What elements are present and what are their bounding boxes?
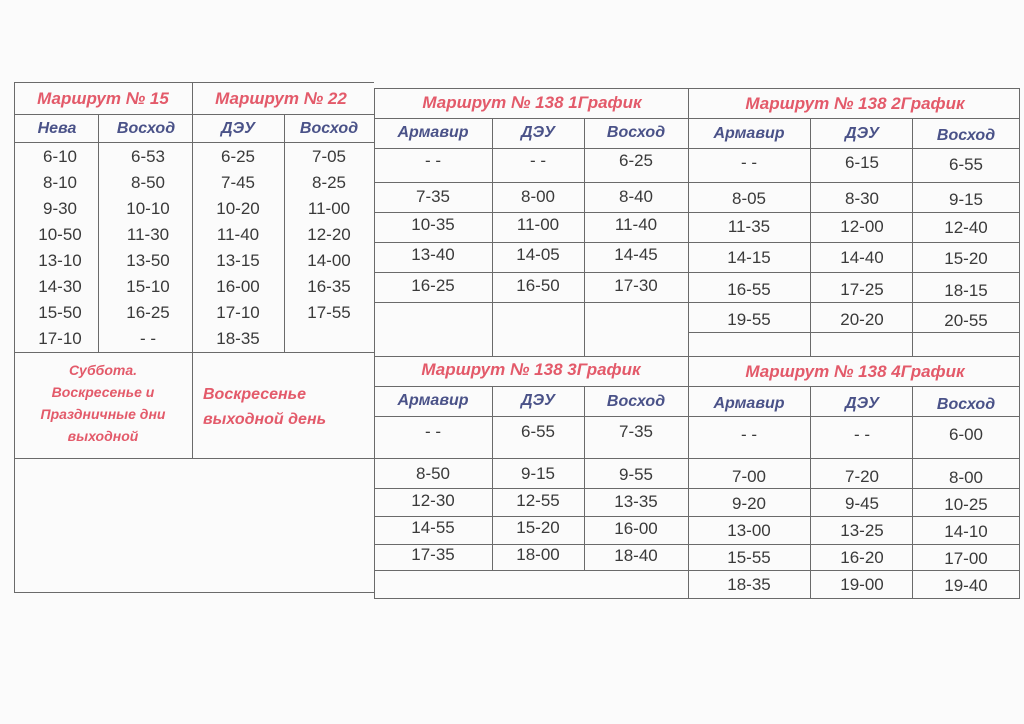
route-22-voskhod-time: 12-20 [307, 225, 351, 244]
route-22-voskhod-time: 8-25 [311, 173, 347, 192]
route-15-neva-time: 17-10 [38, 329, 82, 348]
route-22-title: Маршрут № 22 [215, 89, 347, 108]
route-138-g1-col: Армавир [397, 124, 469, 141]
route-138-g2-cell: 6-15 [844, 153, 880, 172]
route-138-g3-cell: 8-50 [415, 464, 451, 483]
note-line: Воскресенье и [51, 384, 155, 400]
route-138-g1-cell: 13-40 [411, 245, 455, 264]
grid-line [374, 272, 1020, 273]
route-138-g4-cell: 7-00 [731, 467, 767, 486]
route-138-g4-cell: - - [740, 425, 758, 444]
route-138-g1-cell: 11-40 [614, 215, 658, 234]
grid-line [810, 386, 811, 598]
route-138-g2-cell: 16-55 [727, 280, 771, 299]
route-138-g4-cell: 17-00 [944, 549, 988, 568]
route-138-g2-cell: 9-15 [948, 190, 984, 209]
route-138-g2-cell: 8-30 [844, 189, 880, 208]
route-138-g4-cell: 19-00 [840, 575, 884, 594]
route-15-voskhod-time: - - [139, 329, 157, 348]
grid-line [492, 386, 493, 570]
grid-line [584, 386, 585, 570]
route-138-g4-col: Армавир [713, 395, 785, 412]
route-138-g1-col: Восход [606, 124, 666, 141]
route-15-neva-time: 8-10 [42, 173, 78, 192]
grid-line [14, 142, 374, 143]
route-138-g1-cell: 6-25 [618, 151, 654, 170]
route-138-g1-cell: 7-35 [415, 187, 451, 206]
route-138-g1-cell: 16-25 [411, 276, 455, 295]
grid-line [192, 82, 193, 458]
route-138-g4-col: ДЭУ [845, 395, 879, 412]
route-138-g1-cell: - - [424, 151, 442, 170]
route-15-neva-time: 6-10 [42, 147, 78, 166]
note-line: Суббота. [68, 362, 138, 378]
route-22-deu-time: 10-20 [216, 199, 260, 218]
grid-line [374, 544, 1020, 545]
route-138-g3-cell: - - [424, 422, 442, 441]
route-15-col-neva: Нева [37, 120, 77, 137]
route-138-g3-cell: 18-40 [614, 546, 658, 565]
grid-line [284, 114, 285, 352]
grid-line [374, 458, 1020, 459]
route-22-voskhod-time: 16-35 [307, 277, 351, 296]
route-138-g4-cell: 19-40 [944, 576, 988, 595]
route-138-g2-cell: 14-15 [727, 248, 771, 267]
route-138-g1-cell: 14-05 [516, 245, 560, 264]
route-138-g3-cell: 16-00 [614, 519, 658, 538]
route-15-neva-time: 9-30 [42, 199, 78, 218]
route-138-g2-cell: 11-35 [727, 217, 771, 236]
route-138-g3-cell: 18-00 [516, 545, 560, 564]
route-22-deu-time: 16-00 [216, 277, 260, 296]
route-138-g1-cell: 8-00 [520, 187, 556, 206]
grid-line [374, 570, 1020, 571]
grid-line [374, 516, 1020, 517]
grid-line [374, 416, 1020, 417]
route-22-deu-time: 11-40 [216, 225, 260, 244]
route-138-g2-cell: 15-20 [944, 249, 988, 268]
route-138-g3-cell: 9-15 [520, 464, 556, 483]
grid-line [584, 118, 585, 356]
route-138-g4-cell: 16-20 [840, 548, 884, 567]
route-22-deu-time: 6-25 [220, 147, 256, 166]
route-138-g4-cell: 9-20 [731, 494, 767, 513]
route-138-g2-cell: 18-15 [944, 281, 988, 300]
grid-line [14, 82, 374, 83]
route-22-col-voskhod: Восход [299, 120, 359, 137]
route-22-weekend-note [203, 382, 326, 432]
route-138-g4-cell: 14-10 [944, 522, 988, 541]
route-138-g2-cell: 8-05 [731, 189, 767, 208]
route-22-voskhod-time: 7-05 [311, 147, 347, 166]
route-22-col-deu: ДЭУ [221, 120, 255, 137]
route-138-g3-col: ДЭУ [521, 392, 555, 409]
grid-line [14, 352, 374, 353]
grid-line [810, 118, 811, 356]
note-line: Праздничные дни [40, 406, 166, 422]
route-138-g4-cell: 8-00 [948, 468, 984, 487]
route-138-g3-cell: 12-55 [516, 491, 560, 510]
route-15-neva-time: 10-50 [38, 225, 82, 244]
grid-line [374, 182, 1020, 183]
grid-line [374, 302, 1020, 303]
grid-line [492, 118, 493, 356]
route-15-voskhod-time: 15-10 [126, 277, 170, 296]
route-138-g2-title: Маршрут № 138 2График [745, 94, 965, 113]
route-22-deu-time: 13-15 [216, 251, 260, 270]
route-138-g2-cell: 20-20 [840, 310, 884, 329]
route-15-voskhod-time: 11-30 [126, 225, 170, 244]
grid-line [374, 118, 1020, 119]
route-138-g2-col: Восход [936, 127, 996, 144]
grid-line [374, 356, 1020, 357]
grid-line [374, 488, 1020, 489]
grid-line [98, 114, 99, 352]
route-138-g2-cell: 12-00 [840, 217, 884, 236]
route-138-g3-cell: 17-35 [411, 545, 455, 564]
route-22-deu-time: 18-35 [216, 329, 260, 348]
grid-line [14, 458, 374, 459]
note-line: выходной день [203, 411, 327, 428]
route-138-g3-col: Армавир [397, 392, 469, 409]
route-138-g1-cell: - - [529, 151, 547, 170]
route-15-neva-time: 14-30 [38, 277, 82, 296]
route-138-g2-cell: 19-55 [727, 310, 771, 329]
route-138-g4-cell: 13-25 [840, 521, 884, 540]
grid-line [14, 592, 374, 593]
route-138-g4-col: Восход [936, 396, 996, 413]
grid-line [688, 88, 689, 598]
route-138-g2-col: ДЭУ [845, 125, 879, 142]
route-138-g3-cell: 7-35 [618, 422, 654, 441]
grid-line [374, 598, 1020, 599]
route-138-g2-cell: 17-25 [840, 280, 884, 299]
grid-line [912, 386, 913, 598]
route-15-col-voskhod: Восход [116, 120, 176, 137]
grid-line [912, 118, 913, 356]
grid-line [1019, 88, 1020, 598]
grid-line [374, 88, 1020, 89]
route-138-g3-cell: 9-55 [618, 465, 654, 484]
route-15-voskhod-time: 8-50 [130, 173, 166, 192]
route-138-g2-cell: 20-55 [944, 311, 988, 330]
route-138-g2-cell: 6-55 [948, 155, 984, 174]
route-138-g4-cell: 7-20 [844, 467, 880, 486]
route-15-title: Маршрут № 15 [37, 89, 169, 108]
route-138-g1-col: ДЭУ [521, 124, 555, 141]
route-22-deu-time: 17-10 [216, 303, 260, 322]
route-22-deu-time: 7-45 [220, 173, 256, 192]
route-138-g2-cell: 12-40 [944, 218, 988, 237]
route-138-g4-cell: 10-25 [944, 495, 988, 514]
grid-line [374, 212, 1020, 213]
grid-line [374, 386, 1020, 387]
route-138-g4-title: Маршрут № 138 4График [745, 362, 965, 381]
route-22-voskhod-time: 11-00 [307, 199, 351, 218]
route-138-g4-cell: 18-35 [727, 575, 771, 594]
route-138-g3-cell: 6-55 [520, 422, 556, 441]
route-138-g3-cell: 15-20 [516, 518, 560, 537]
grid-line [14, 114, 374, 115]
route-138-g3-cell: 13-35 [614, 492, 658, 511]
grid-line [14, 82, 15, 592]
route-138-g4-cell: 15-55 [727, 548, 771, 567]
route-138-g2-cell: - - [740, 153, 758, 172]
note-line: Воскресенье [203, 386, 307, 403]
route-138-g2-cell: 14-40 [840, 248, 884, 267]
route-138-g4-cell: 9-45 [844, 494, 880, 513]
route-138-g1-cell: 10-35 [411, 215, 455, 234]
route-15-neva-time: 13-10 [38, 251, 82, 270]
grid-line [374, 88, 375, 598]
route-22-voskhod-time: 14-00 [307, 251, 351, 270]
route-138-g1-cell: 8-40 [618, 187, 654, 206]
route-138-g1-cell: 11-00 [516, 215, 560, 234]
route-138-g1-cell: 16-50 [516, 276, 560, 295]
route-138-g3-col: Восход [606, 393, 666, 410]
route-138-g1-cell: 17-30 [614, 276, 658, 295]
route-15-voskhod-time: 10-10 [126, 199, 170, 218]
route-138-g4-cell: 6-00 [948, 425, 984, 444]
route-15-neva-time: 15-50 [38, 303, 82, 322]
route-138-g2-col: Армавир [713, 125, 785, 142]
note-line: выходной [67, 428, 139, 444]
route-138-g3-title: Маршрут № 138 3График [421, 360, 641, 379]
route-138-g1-title: Маршрут № 138 1График [422, 93, 642, 112]
route-138-g4-cell: 13-00 [727, 521, 771, 540]
grid-line [374, 148, 1020, 149]
route-138-g1-cell: 14-45 [614, 245, 658, 264]
grid-line [688, 332, 1020, 333]
route-138-g3-cell: 12-30 [411, 491, 455, 510]
route-15-weekend-note [41, 359, 166, 447]
route-15-voskhod-time: 16-25 [126, 303, 170, 322]
route-138-g4-cell: - - [853, 425, 871, 444]
grid-line [374, 242, 1020, 243]
route-22-voskhod-time: 17-55 [307, 303, 351, 322]
route-15-voskhod-time: 13-50 [126, 251, 170, 270]
route-138-g3-cell: 14-55 [411, 518, 455, 537]
route-15-voskhod-time: 6-53 [130, 147, 166, 166]
